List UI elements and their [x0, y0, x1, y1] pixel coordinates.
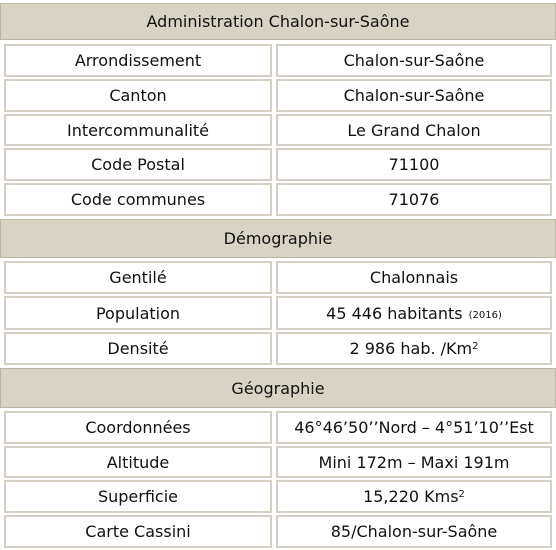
row-value: 2 986 hab. /Km $^2$ — [276, 332, 552, 365]
table-row-superficie — [0, 480, 556, 513]
row-value: 85/Chalon-sur-Saône — [276, 515, 552, 548]
table-row-gentile — [0, 261, 556, 294]
section-title-administration: Administration Chalon-sur-Saône — [146, 12, 410, 31]
row-label: Gentilé — [4, 261, 272, 294]
row-label: Population — [4, 296, 272, 330]
section-header-geographie — [0, 368, 556, 408]
row-label: Coordonnées — [4, 411, 272, 444]
table-row-code-postal — [0, 148, 556, 181]
table-row-coordonnees — [0, 411, 556, 444]
table-row-arrondissement — [0, 44, 556, 77]
superscript: 2 — [472, 341, 479, 352]
row-value: 71076 — [276, 183, 552, 216]
table-row-code-communes — [0, 183, 556, 216]
row-label: Superficie — [4, 480, 272, 513]
table-row-altitude — [0, 446, 556, 478]
row-value: Chalon-sur-Saône — [276, 79, 552, 112]
row-label: Code communes — [4, 183, 272, 216]
row-value: Chalon-sur-Saône — [276, 44, 552, 77]
row-value: 71100 — [276, 148, 552, 181]
section-header-demographie — [0, 219, 556, 258]
superscript: 2 — [458, 489, 465, 500]
row-value: Le Grand Chalon — [276, 114, 552, 146]
row-label: Arrondissement — [4, 44, 272, 77]
row-value: 45 446 habitants (2016) — [276, 296, 552, 330]
row-value: Chalonnais — [276, 261, 552, 294]
row-label: Canton — [4, 79, 272, 112]
row-value: 15,220 Kms $^2$ — [276, 480, 552, 513]
row-label: Carte Cassini — [4, 515, 272, 548]
section-header-administration — [0, 3, 556, 40]
population-year-note: (2016) — [468, 309, 502, 321]
row-label: Altitude — [4, 446, 272, 478]
row-value: Mini 172m – Maxi 191m — [276, 446, 552, 478]
table-row-population — [0, 296, 556, 330]
table-row-carte-cassini — [0, 515, 556, 548]
row-value: 46°46’50’’Nord – 4°51’10’’Est — [276, 411, 552, 444]
table-row-canton — [0, 79, 556, 112]
table-row-densite — [0, 332, 556, 365]
section-title-demographie: Démographie — [223, 229, 333, 248]
row-label: Code Postal — [4, 148, 272, 181]
row-label: Densité — [4, 332, 272, 365]
section-title-geographie: Géographie — [231, 378, 325, 398]
table-row-intercommunalite — [0, 114, 556, 146]
row-label: Intercommunalité — [4, 114, 272, 146]
